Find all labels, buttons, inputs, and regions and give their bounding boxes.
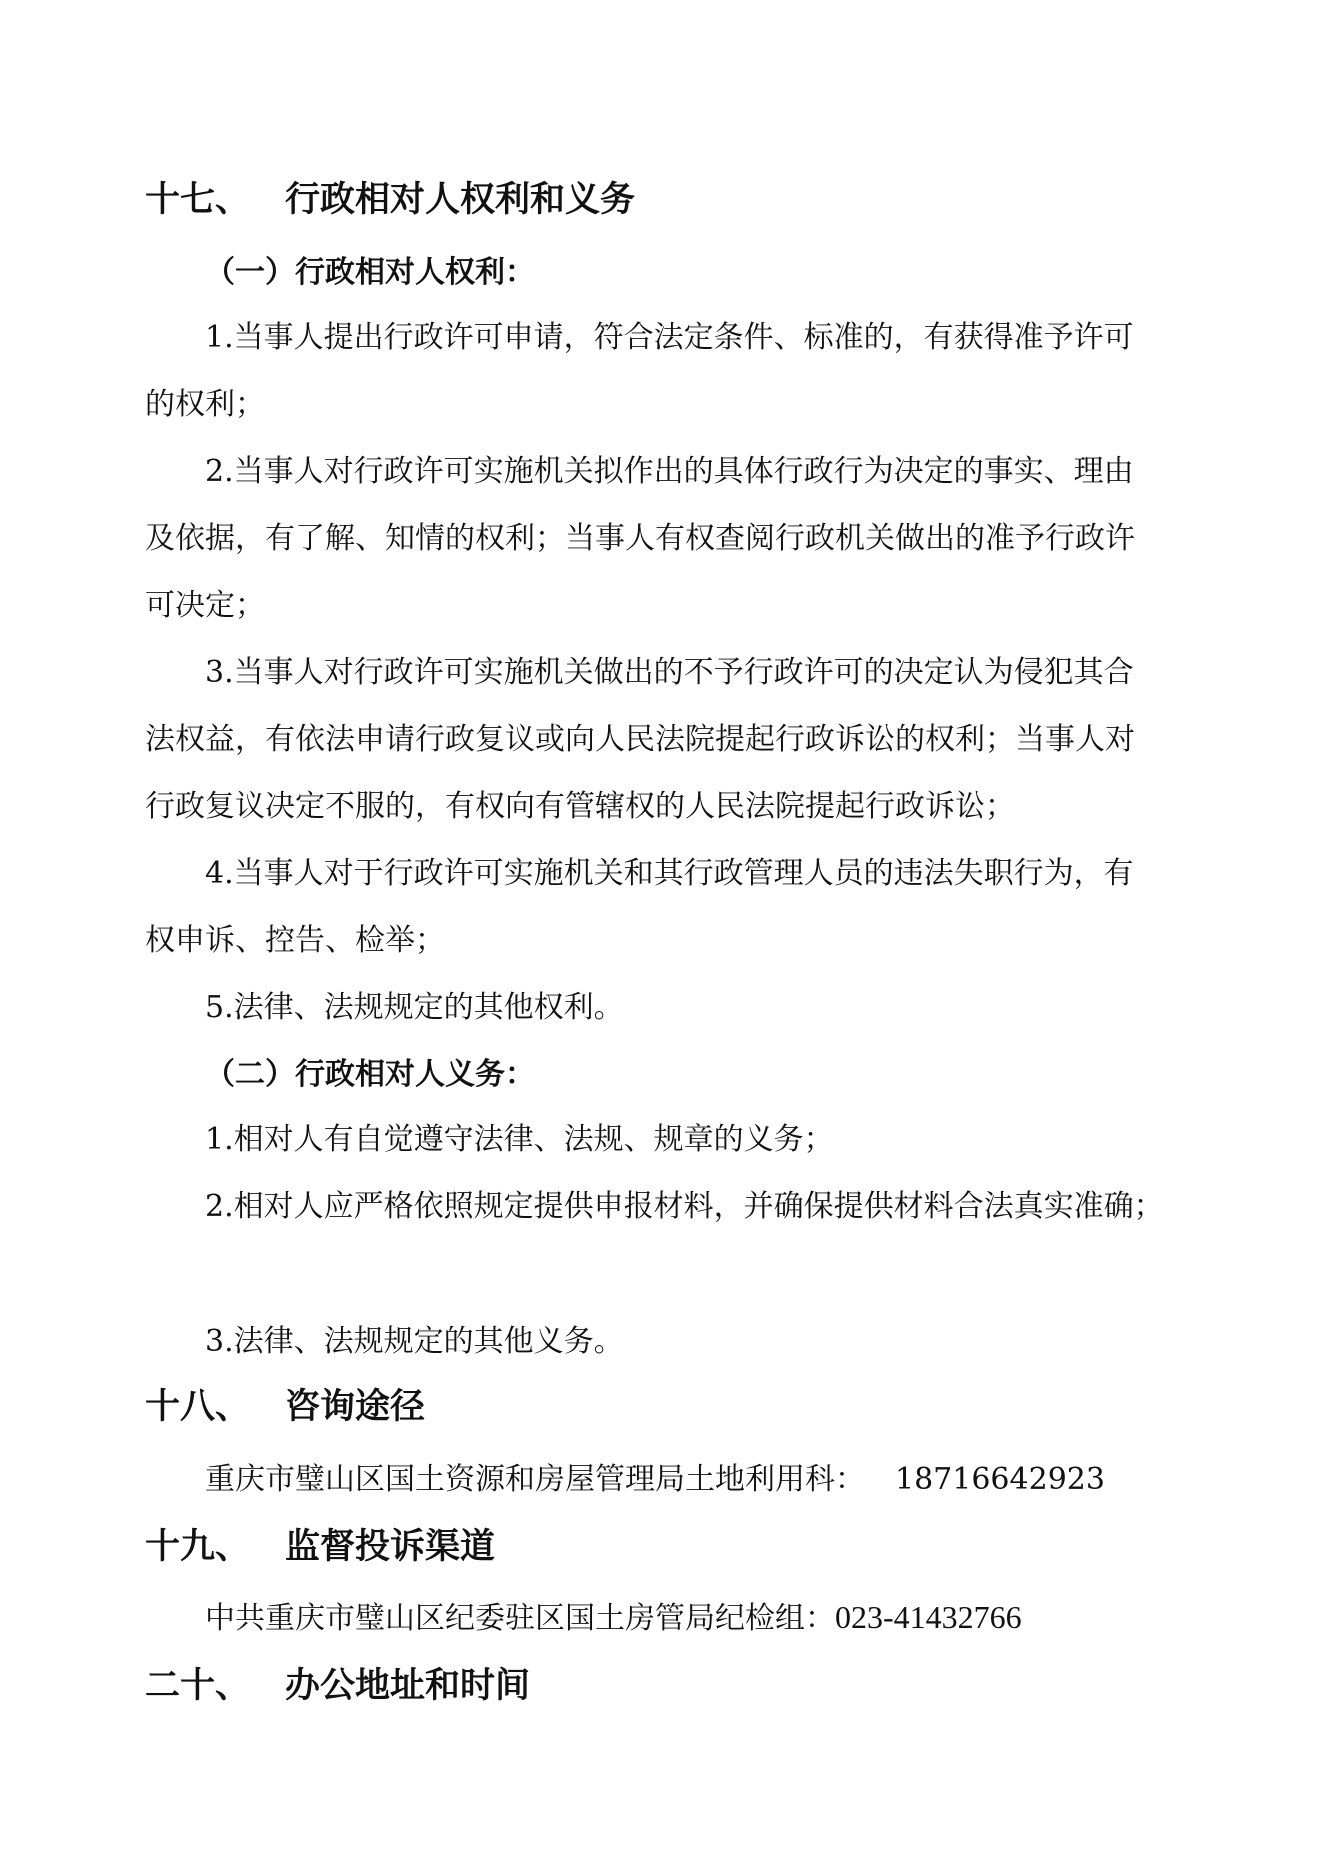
section-number: 二十、 bbox=[145, 1666, 251, 1706]
section-title: 办公地址和时间 bbox=[285, 1666, 531, 1706]
complaint-label: 中共重庆市璧山区纪委驻区国土房管局纪检组： bbox=[205, 1601, 835, 1636]
section-number: 十七、 bbox=[145, 180, 251, 220]
rights-line: 3.当事人对行政许可实施机关做出的不予行政许可的决定认为侵犯其合 bbox=[205, 655, 1134, 690]
rights-line: 及依据，有了解、知情的权利；当事人有权查阅行政机关做出的准予行政许 bbox=[145, 521, 1135, 556]
rights-line: 2.当事人对行政许可实施机关拟作出的具体行政行为决定的事实、理由 bbox=[205, 454, 1134, 489]
consult-label: 重庆市璧山区国土资源和房屋管理局土地利用科： bbox=[205, 1462, 865, 1497]
rights-line: 行政复议决定不服的，有权向有管辖权的人民法院提起行政诉讼； bbox=[145, 789, 1015, 824]
section-20-heading bbox=[145, 1664, 530, 1708]
duties-subheading: （二）行政相对人义务： bbox=[205, 1057, 535, 1092]
section-18-heading bbox=[145, 1385, 425, 1429]
section-17-heading bbox=[145, 178, 635, 222]
consult-phone: 18716642923 bbox=[895, 1462, 1105, 1497]
section-19-heading bbox=[145, 1525, 495, 1569]
duties-line: 2.相对人应严格依照规定提供申报材料，并确保提供材料合法真实准确； bbox=[205, 1189, 1164, 1224]
rights-line: 可决定； bbox=[145, 588, 265, 623]
rights-line: 1.当事人提出行政许可申请，符合法定条件、标准的，有获得准予许可 bbox=[205, 320, 1134, 355]
rights-line: 法权益，有依法申请行政复议或向人民法院提起行政诉讼的权利；当事人对 bbox=[145, 722, 1135, 757]
rights-line: 4.当事人对于行政许可实施机关和其行政管理人员的违法失职行为，有 bbox=[205, 856, 1134, 891]
section-number: 十八、 bbox=[145, 1387, 251, 1427]
section-number: 十九、 bbox=[145, 1527, 251, 1567]
section-title: 咨询途径 bbox=[285, 1387, 426, 1427]
rights-subheading: （一）行政相对人权利： bbox=[205, 255, 535, 290]
rights-line: 权申诉、控告、检举； bbox=[145, 923, 445, 958]
consult-line bbox=[205, 1460, 1105, 1500]
complaint-line bbox=[205, 1597, 1022, 1639]
section-title: 监督投诉渠道 bbox=[285, 1527, 496, 1567]
duties-line: 1.相对人有自觉遵守法律、法规、规章的义务； bbox=[205, 1122, 834, 1157]
complaint-phone: 023-41432766 bbox=[835, 1599, 1022, 1635]
duties-line: 3.法律、法规规定的其他义务。 bbox=[205, 1324, 624, 1359]
rights-line: 的权利； bbox=[145, 387, 265, 422]
rights-line: 5.法律、法规规定的其他权利。 bbox=[205, 990, 624, 1025]
section-title: 行政相对人权利和义务 bbox=[285, 180, 636, 220]
